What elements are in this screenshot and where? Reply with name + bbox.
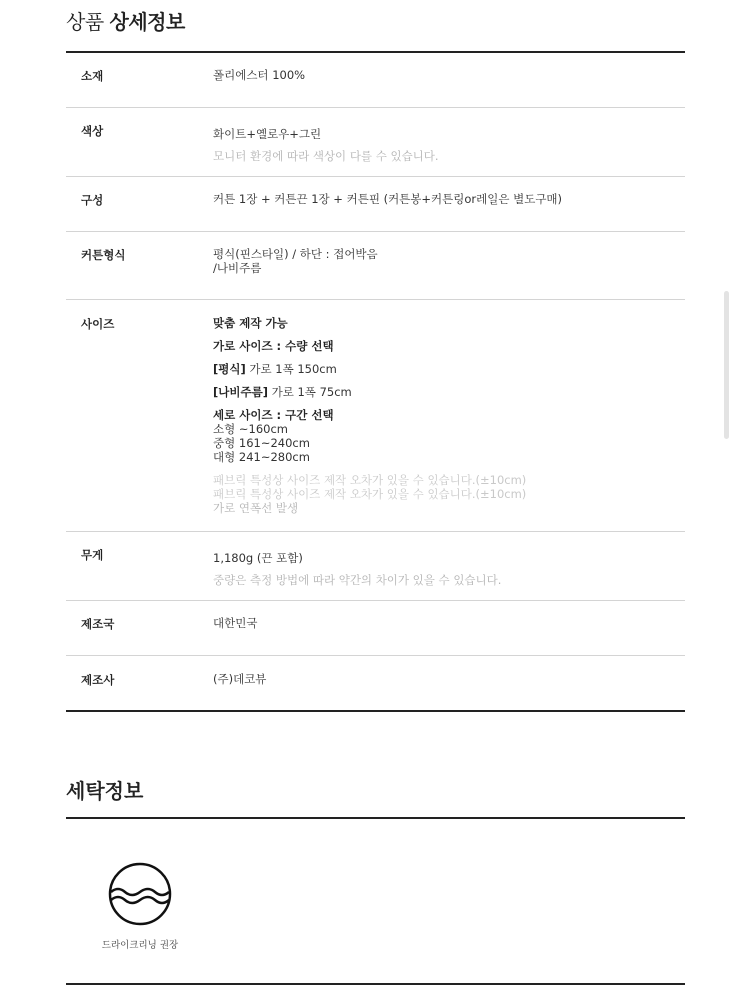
spec-label-composition: 구성 <box>81 193 104 207</box>
material-value: 폴리에스터 100% <box>213 68 306 82</box>
spec-label-size: 사이즈 <box>81 317 115 331</box>
size-custom: 맞춤 제작 가능 <box>213 316 288 330</box>
size-height-heading: 세로 사이즈 : 구간 선택 <box>213 408 334 422</box>
wash-bottom-rule <box>66 983 685 985</box>
title-bold: 상세정보 <box>109 10 185 34</box>
size-large: 대형 241~280cm <box>213 450 310 464</box>
row-divider <box>66 531 685 532</box>
spec-value-maker <box>213 672 673 686</box>
size-flat-value: 가로 1폭 150cm <box>245 362 337 376</box>
dry-cleaning-label: 드라이크리닝 권장 <box>101 940 179 951</box>
spec-value-weight <box>213 547 673 591</box>
spec-label-maker: 제조사 <box>81 673 115 687</box>
maker-value: (주)데코뷰 <box>213 672 267 686</box>
row-divider <box>66 299 685 300</box>
spec-label-color: 색상 <box>81 124 104 138</box>
country-value: 대한민국 <box>213 616 258 630</box>
table-top-rule <box>66 51 685 53</box>
product-info-title <box>66 6 185 35</box>
size-pleat-value: 가로 1폭 75cm <box>267 385 352 399</box>
spec-label-country: 제조국 <box>81 617 115 631</box>
size-width-heading: 가로 사이즈 : 수량 선택 <box>213 339 334 353</box>
color-value: 화이트+옐로우+그린 <box>213 127 322 141</box>
table-bottom-rule <box>66 710 685 712</box>
spec-value-size <box>213 316 673 515</box>
spec-label-weight: 무게 <box>81 548 104 562</box>
type-line-1: 평식(핀스타일) / 하단 : 접어박음 <box>213 247 378 261</box>
size-medium: 중형 161~240cm <box>213 436 310 450</box>
size-pleat <box>213 385 673 399</box>
spec-label-type: 커튼형식 <box>81 248 126 262</box>
spec-value-composition <box>213 192 673 206</box>
spec-value-type <box>213 247 673 275</box>
size-pleat-tag: [나비주름] <box>213 385 268 399</box>
weight-note: 중량은 측정 방법에 따라 약간의 차이가 있을 수 있습니다. <box>213 573 502 587</box>
spec-value-color <box>213 123 673 167</box>
wash-info-title: 세탁정보 <box>66 779 144 803</box>
scrollbar-thumb[interactable] <box>724 291 729 439</box>
size-note-1: 패브릭 특성상 사이즈 제작 오차가 있을 수 있습니다.(±10cm) <box>213 473 527 487</box>
spec-value-country <box>213 616 673 630</box>
size-note-2: 패브릭 특성상 사이즈 제작 오차가 있을 수 있습니다.(±10cm) <box>213 487 527 501</box>
weight-value: 1,180g (끈 포함) <box>213 551 303 565</box>
size-flat <box>213 362 673 376</box>
row-divider <box>66 600 685 601</box>
row-divider <box>66 176 685 177</box>
size-small: 소형 ~160cm <box>213 422 288 436</box>
spec-value-material <box>213 68 673 82</box>
spec-label-material: 소재 <box>81 69 104 83</box>
type-line-2: /나비주름 <box>213 261 262 275</box>
title-prefix: 상품 <box>66 10 104 34</box>
color-note: 모니터 환경에 따라 색상이 다를 수 있습니다. <box>213 149 439 163</box>
row-divider <box>66 107 685 108</box>
dry-cleaning-icon <box>107 861 173 930</box>
composition-value: 커튼 1장 + 커튼끈 1장 + 커튼핀 (커튼봉+커튼링or레일은 별도구매) <box>213 192 563 206</box>
size-note-3: 가로 연폭선 발생 <box>213 501 299 515</box>
size-flat-tag: [평식] <box>213 362 246 376</box>
row-divider <box>66 655 685 656</box>
row-divider <box>66 231 685 232</box>
wash-top-rule <box>66 817 685 819</box>
